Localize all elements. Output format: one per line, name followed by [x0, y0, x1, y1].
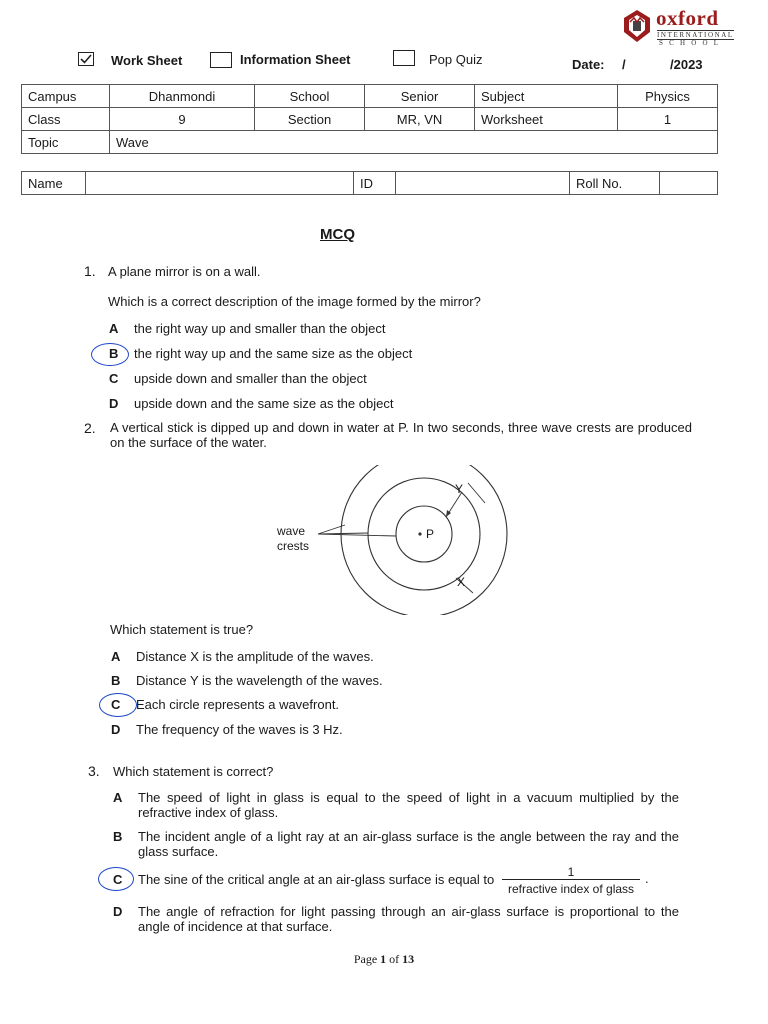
id-field[interactable] [396, 172, 570, 195]
info-row-class [22, 108, 718, 131]
info-row-campus [22, 85, 718, 108]
x-label: X [457, 575, 466, 589]
school-value: Senior [365, 85, 475, 108]
q2-option-c[interactable]: Each circle represents a wavefront. [136, 697, 340, 712]
point-p-label: P [426, 527, 435, 541]
class-label: Class [22, 108, 110, 131]
q1-line2: Which is a correct description of the image formed by the mirror? [108, 294, 481, 309]
subject-value: Physics [618, 85, 718, 108]
id-label: ID [354, 172, 396, 195]
q3-option-d-letter: D [113, 904, 123, 919]
name-label: Name [22, 172, 86, 195]
crests-label: crests [277, 539, 310, 553]
logo-line1: INTERNATIONAL [657, 31, 734, 39]
middle-crest [368, 478, 480, 590]
information-sheet-checkbox[interactable] [210, 52, 232, 68]
q1-option-b-letter: B [109, 346, 119, 361]
q2-text: A vertical stick is dipped up and down in water at P. In two seconds, three wave crests are produced on the surface of the water. [110, 420, 692, 450]
q2-option-a[interactable]: Distance X is the amplitude of the waves. [136, 649, 374, 664]
campus-label: Campus [22, 85, 110, 108]
q1-line1: A plane mirror is on a wall. [108, 264, 261, 279]
q1-number: 1. [84, 263, 96, 279]
oxford-crest-icon [622, 8, 652, 44]
y-label: Y [455, 482, 464, 496]
q2-prompt: Which statement is true? [110, 622, 254, 637]
q2-option-b-letter: B [111, 673, 121, 688]
campus-value: Dhanmondi [110, 85, 255, 108]
q1-option-d-letter: D [109, 396, 119, 411]
q2-option-d[interactable]: The frequency of the waves is 3 Hz. [136, 722, 343, 737]
q2-option-c-letter: C [111, 697, 121, 712]
q2-number: 2. [84, 420, 96, 436]
q1-option-a[interactable]: the right way up and smaller than the object [134, 321, 386, 336]
q3-number: 3. [88, 763, 100, 779]
wave-label: wave [277, 524, 306, 538]
q3-option-c-letter: C [113, 872, 123, 887]
q1-option-c-letter: C [109, 371, 119, 386]
logo-word: oxford [656, 6, 719, 30]
section-label: Section [255, 108, 365, 131]
date-year: /2023 [670, 57, 703, 72]
name-field[interactable] [86, 172, 354, 195]
pop-quiz-checkbox[interactable] [393, 50, 415, 66]
info-row-topic [22, 131, 718, 154]
checked-box-icon [78, 52, 94, 66]
footer-page-word: Page [353, 952, 378, 966]
type-value: 1 [618, 108, 718, 131]
roll-field[interactable] [660, 172, 718, 195]
student-table [21, 171, 718, 195]
topic-label: Topic [22, 131, 110, 154]
date-label: Date: [572, 57, 605, 72]
q3-option-c[interactable]: The sine of the critical angle at an air-glass surface is equal to [138, 872, 495, 887]
footer-page-num: 1 [380, 952, 387, 966]
point-p-dot [418, 532, 421, 535]
date-slash: / [622, 57, 626, 72]
pop-quiz-label: Pop Quiz [429, 52, 483, 67]
logo-line2: SCHOOL [659, 39, 725, 47]
type-label: Worksheet [475, 108, 618, 131]
fraction-numerator: 1 [502, 866, 640, 880]
mcq-title: MCQ [320, 226, 355, 243]
q3-option-a[interactable]: The speed of light in glass is equal to the speed of light in a vacuum multiplied by the refractive index of glass. [138, 790, 679, 820]
information-sheet-label: Information Sheet [240, 52, 351, 67]
q3-option-b-letter: B [113, 829, 123, 844]
q2-option-a-letter: A [111, 649, 121, 664]
q3-option-b[interactable]: The incident angle of a light ray at an air-glass surface is the angle between the ray and the glass surface. [138, 829, 679, 859]
q1-option-b[interactable]: the right way up and the same size as the object [134, 346, 413, 361]
fraction-denominator: refractive index of glass [507, 882, 635, 896]
roll-label: Roll No. [570, 172, 660, 195]
q1-answer-circle [91, 343, 129, 366]
section-value: MR, VN [365, 108, 475, 131]
footer-page-total: 13 [402, 952, 415, 966]
q3-text: Which statement is correct? [113, 764, 274, 779]
q2-answer-circle [99, 693, 137, 717]
fraction-period: . [645, 871, 649, 886]
topic-value: Wave [110, 131, 718, 154]
q2-option-b[interactable]: Distance Y is the wavelength of the waves. [136, 673, 383, 688]
q1-option-a-letter: A [109, 321, 119, 336]
q1-option-d[interactable]: upside down and the same size as the object [134, 396, 394, 411]
inner-crest [396, 506, 452, 562]
q3-answer-circle [98, 867, 134, 891]
subject-label: Subject [475, 85, 618, 108]
school-label: School [255, 85, 365, 108]
footer-of-word: of [389, 952, 400, 966]
q3-option-a-letter: A [113, 790, 123, 805]
q2-option-d-letter: D [111, 722, 121, 737]
worksheet-label: Work Sheet [111, 53, 183, 68]
class-value: 9 [110, 108, 255, 131]
worksheet-checkbox[interactable] [78, 52, 94, 71]
q1-option-c[interactable]: upside down and smaller than the object [134, 371, 367, 386]
info-table [21, 84, 718, 154]
page-footer [0, 952, 768, 967]
outer-crest [341, 465, 507, 615]
school-logo [622, 6, 742, 46]
q3-option-d[interactable]: The angle of refraction for light passing through an air-glass surface is proportional to the angle of incidence at that surface. [138, 904, 679, 934]
